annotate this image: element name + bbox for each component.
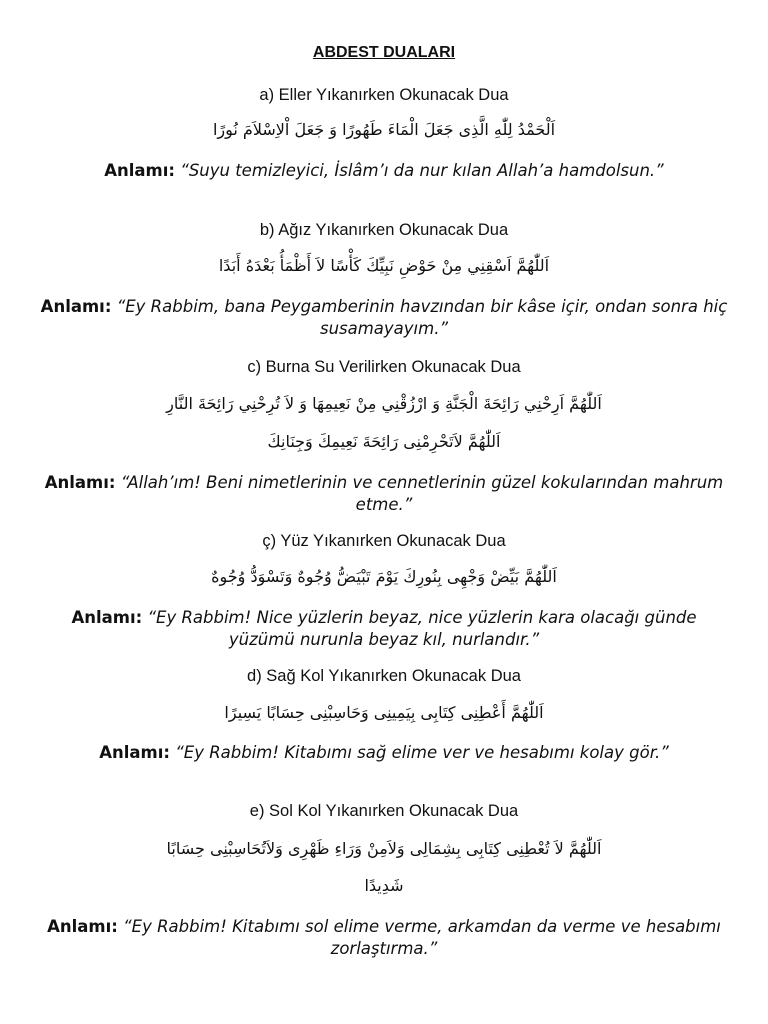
meaning-c (40, 472, 728, 516)
meaning-a (40, 160, 728, 182)
arabic-prayer-c-line2: اَللّٰهُمَّ لاَتَحْرِمْنِى رَائِحَةَ نَعِيمِكَ وَجِنَانِكَ (267, 432, 501, 451)
meaning-label: Anlamı: (104, 161, 176, 180)
meaning-label: Anlamı: (99, 743, 170, 762)
section-heading-d: d) Sağ Kol Yıkanırken Okunacak Dua (247, 667, 521, 685)
arabic-prayer-c-line1: اَللّٰهُمَّ اَرِحْنِي رَائِحَةَ الْجَنَّةِ وَ ارْزُقْنِي مِنْ نَعِيمِهَا وَ لاَ تُرِحْنِي رَائِحَةَ النَّارِ (166, 394, 602, 413)
meaning-text: “Ey Rabbim! Kitabımı sol elime verme, arkamdan da verme ve hesabımı zorlaştırma.” (123, 917, 721, 958)
meaning-text: “Suyu temizleyici, İslâm’ı da nur kılan Allah’a hamdolsun.” (180, 161, 664, 180)
document-title: ABDEST DUALARI (312, 44, 456, 61)
section-heading-b: b) Ağız Yıkanırken Okunacak Dua (259, 221, 509, 239)
arabic-prayer-d: اَللّٰهُمَّ أَعْطِنِى كِتَابِى بِيَمِينِى وَحَاسِبْنِى حِسَابًا يَسِيرًا (224, 703, 544, 722)
meaning-b (40, 296, 728, 340)
section-heading-e: e) Sol Kol Yıkanırken Okunacak Dua (249, 802, 519, 820)
meaning-label: Anlamı: (71, 608, 143, 627)
meaning-d (40, 742, 728, 764)
arabic-prayer-e-line2: شَدِيدًا (364, 876, 404, 895)
meaning-label: Anlamı: (40, 297, 112, 316)
meaning-text: “Allah’ım! Beni nimetlerinin ve cennetlerinin güzel kokularından mahrum etme.” (120, 473, 724, 514)
arabic-prayer-e-line1: اَللّٰهُمَّ لاَ تُعْطِنِى كِتَابِى بِشِمَالِى وَلاَمِنْ وَرَاءِ ظَهْرِى وَلاَتُحَاسِبْنِى حِسَابًا (166, 839, 602, 858)
meaning-text: “Ey Rabbim! Nice yüzlerin beyaz, nice yüzlerin kara olacağı günde yüzümü nurunla beyaz kıl, nurlandır.” (147, 608, 697, 649)
section-heading-a: a) Eller Yıkanırken Okunacak Dua (259, 86, 509, 104)
meaning-c-cedilla (40, 607, 728, 651)
arabic-prayer-a: اَلْحَمْدُ لِلّٰهِ الَّذِى جَعَلَ الْمَاءَ طَهُورًا وَ جَعَلَ اْلاِسْلاَمَ نُورًا (212, 120, 556, 139)
meaning-label: Anlamı: (44, 473, 116, 492)
arabic-prayer-b: اَللّٰهُمَّ اَسْقِنِي مِنْ حَوْضِ نَبِيِّكَ كَأْسًا لاَ أَظْمَأُ بَعْدَهُ أَبَدًا (218, 256, 550, 275)
section-heading-c-cedilla: ç) Yüz Yıkanırken Okunacak Dua (262, 532, 506, 550)
arabic-prayer-c-cedilla: اَللّٰهُمَّ بَيِّضْ وَجْهِى بِنُورِكَ يَوْمَ تَبْيَضُّ وُجُوهٌ وَتَسْوَدُّ وُجُوهٌ (211, 567, 557, 586)
meaning-label: Anlamı: (47, 917, 118, 936)
section-heading-c: c) Burna Su Verilirken Okunacak Dua (247, 358, 521, 376)
meaning-text: “Ey Rabbim, bana Peygamberinin havzından bir kâse içir, ondan sonra hiç susamayayım.” (116, 297, 728, 338)
meaning-e (40, 916, 728, 960)
meaning-text: “Ey Rabbim! Kitabımı sağ elime ver ve hesabımı kolay gör.” (175, 743, 669, 762)
